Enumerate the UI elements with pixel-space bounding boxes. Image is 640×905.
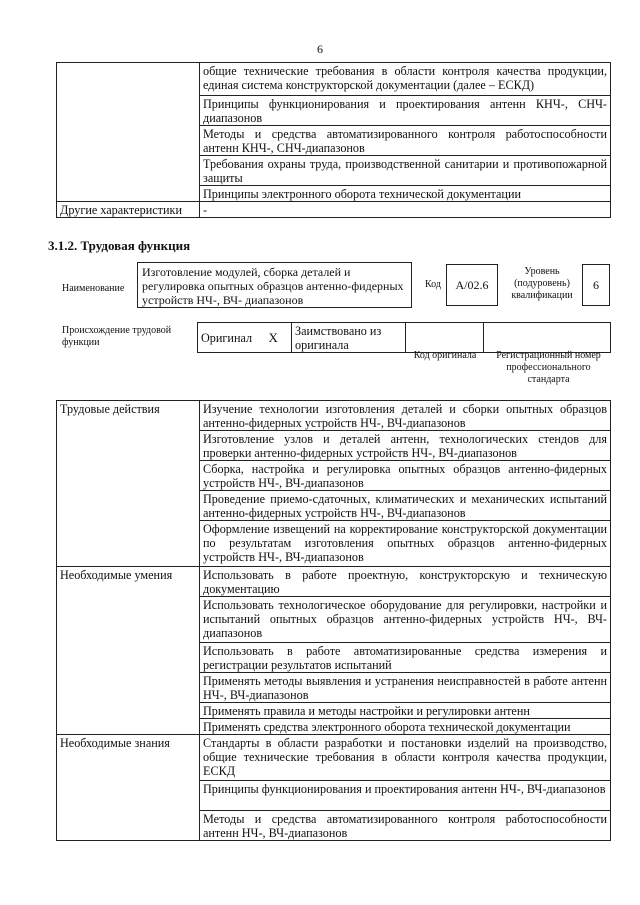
table-row: Сборка, настройка и регулировка опытных образцов антенно-фидерных устройств НЧ-, ВЧ-диапазонов — [200, 461, 611, 491]
top-table-label-cell — [57, 63, 200, 202]
table-row: Использовать технологическое оборудование для регулировки, настройки и испытаний опытных образцов антенно-фидерных устройств НЧ-, ВЧ-диапазонов — [200, 597, 611, 643]
borrowed-label: Заимствовано из оригинала — [292, 323, 406, 353]
other-characteristics-value: - — [200, 202, 611, 218]
origin-label: Происхождение трудовой функции — [62, 325, 172, 348]
name-label: Наименование — [62, 283, 125, 294]
group-label-skills: Необходимые умения — [57, 567, 200, 735]
table-row: Применять правила и методы настройки и регулировки антенн — [200, 703, 611, 719]
top-table-row: Методы и средства автоматизированного контроля работоспособности антенн КНЧ-, СНЧ-диапазонов — [200, 126, 611, 156]
group-label-knowledge: Необходимые знания — [57, 735, 200, 841]
top-table-row: общие технические требования в области контроля качества продукции, единая система конструкторской документации (далее – ЕСКД) — [200, 63, 611, 96]
level-label: Уровень (подуровень) квалификации — [511, 266, 573, 301]
section-title: 3.1.2. Трудовая функция — [48, 238, 191, 253]
main-table — [56, 400, 611, 841]
origin-table — [197, 322, 611, 353]
table-row: Применять средства электронного оборота технической документации — [200, 719, 611, 735]
table-row: Методы и средства автоматизированного контроля работоспособности антенн НЧ-, ВЧ-диапазонов — [200, 811, 611, 841]
table-row: Проведение приемо-сдаточных, климатических и механических испытаний антенно-фидерных устройств НЧ-, ВЧ-диапазонов — [200, 491, 611, 521]
other-characteristics-label: Другие характеристики — [57, 202, 200, 218]
table-row: Стандарты в области разработки и постановки изделий на производство, общие технические требования в области контроля качества продукции, ЕСКД — [200, 735, 611, 781]
table-row: Изучение технологии изготовления деталей и сборки опытных образцов антенно-фидерных устройств НЧ-, ВЧ-диапазонов — [200, 401, 611, 431]
function-name: Изготовление модулей, сборка деталей и регулировка опытных образцов антенно-фидерных устройств НЧ-, ВЧ- диапазонов — [142, 265, 404, 307]
top-table-row: Принципы функционирования и проектирования антенн КНЧ-, СНЧ-диапазонов — [200, 96, 611, 126]
level-box — [582, 264, 610, 306]
table-row: Использовать в работе проектную, конструкторскую и техническую документацию — [200, 567, 611, 597]
code-value: A/02.6 — [455, 277, 489, 292]
original-label: Оригинал — [198, 323, 256, 353]
top-table-row: Принципы электронного оборота технической документации — [200, 186, 611, 202]
table-row: Оформление извещений на корректирование конструкторской документации по результатам изготовления опытных образцов антенно-фидерных устройств НЧ-, ВЧ-диапазонов — [200, 521, 611, 567]
origin-code-cell — [406, 323, 484, 353]
code-box — [446, 264, 498, 306]
group-label-labor-actions: Трудовые действия — [57, 401, 200, 567]
code-caption: Код оригинала — [413, 350, 477, 361]
level-value: 6 — [593, 277, 599, 292]
function-name-box — [137, 262, 412, 308]
table-row: Изготовление узлов и деталей антенн, технологических стендов для проверки антенно-фидерных устройств НЧ-, ВЧ-диапазонов — [200, 431, 611, 461]
top-table — [56, 62, 611, 218]
page-number: 6 — [317, 42, 323, 56]
original-mark: X — [256, 323, 292, 353]
table-row: Использовать в работе автоматизированные средства измерения и регистрации результатов испытаний — [200, 643, 611, 673]
top-table-row: Требования охраны труда, производственной санитарии и противопожарной защиты — [200, 156, 611, 186]
origin-reg-cell — [484, 323, 611, 353]
table-row: Применять методы выявления и устранения неисправностей в работе антенн НЧ-, ВЧ-диапазонов — [200, 673, 611, 703]
reg-caption: Регистрационный номер профессионального стандарта — [496, 350, 601, 385]
table-row: Принципы функционирования и проектирования антенн НЧ-, ВЧ-диапазонов — [200, 781, 611, 811]
code-label: Код — [425, 279, 441, 290]
